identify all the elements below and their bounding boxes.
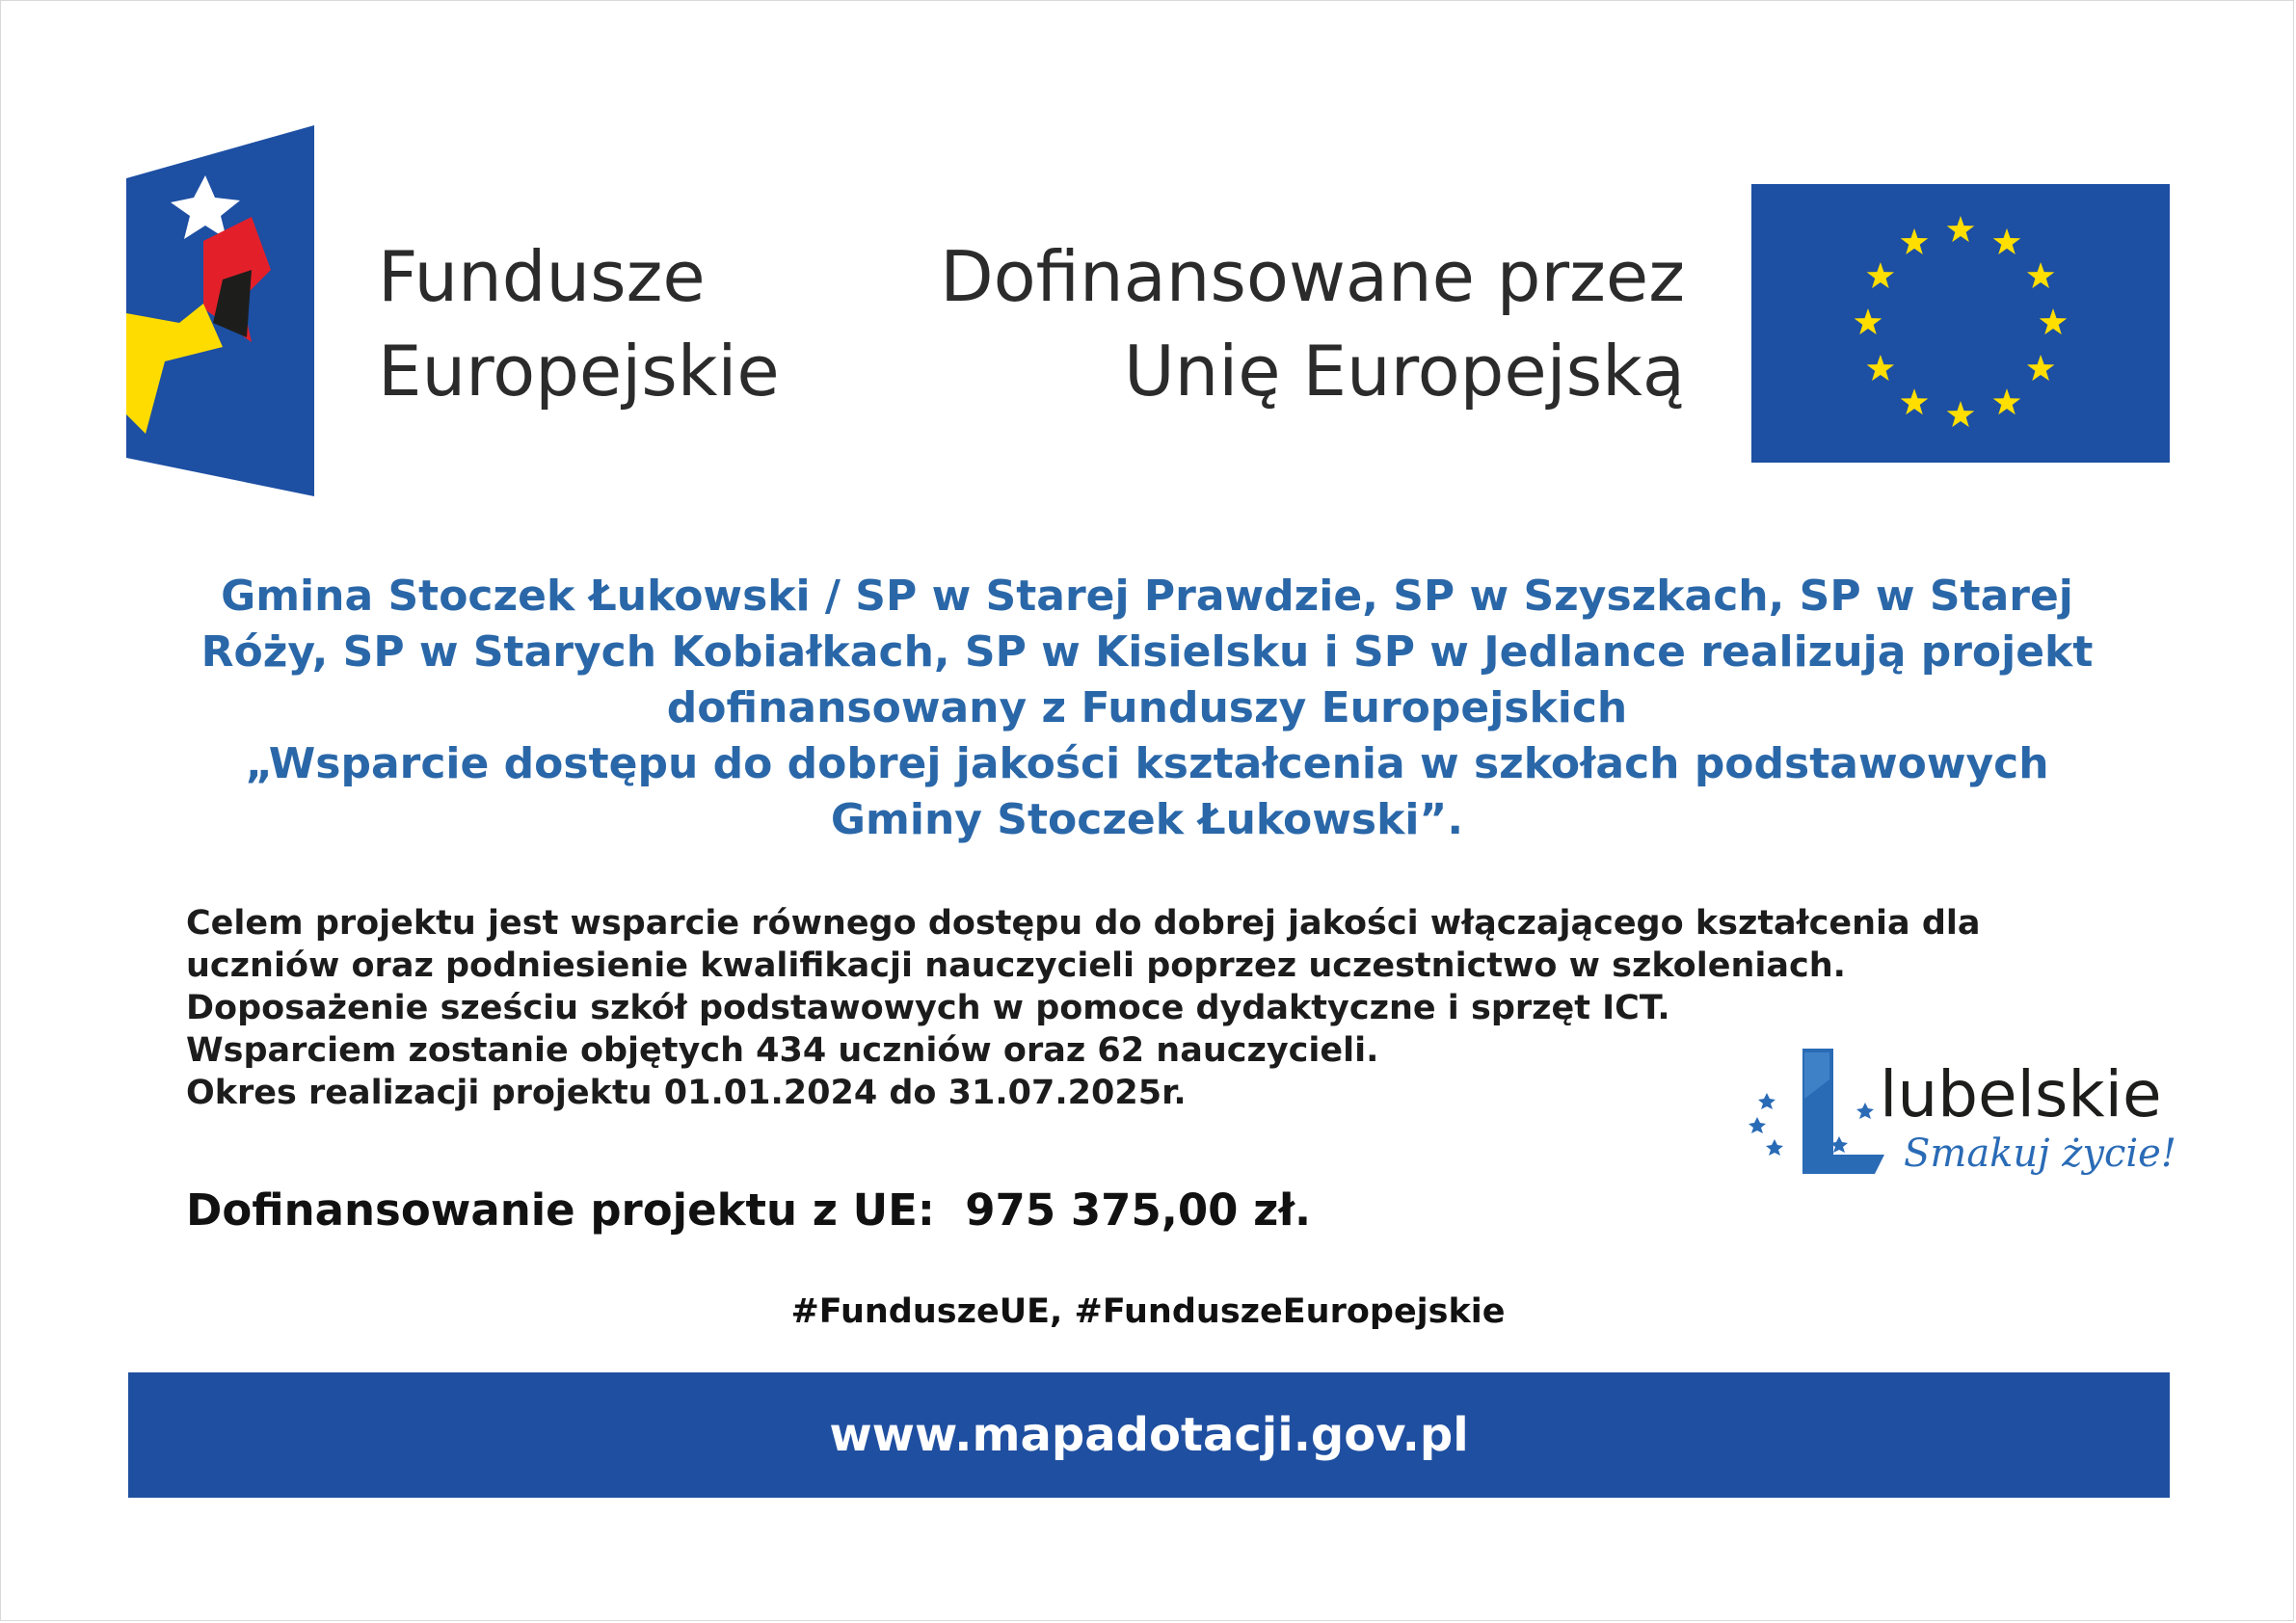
fe-line1: Fundusze [378, 236, 706, 317]
funding-amount: Dofinansowanie projektu z UE: 975 375,00 zł. [186, 1184, 1312, 1236]
headline-line: Gmina Stoczek Łukowski / SP w Starej Prawdzie, SP w Szyszkach, SP w Starej [221, 572, 2073, 621]
footer-url-link[interactable]: www.mapadotacji.gov.pl [829, 1408, 1469, 1462]
ue-line1: Dofinansowane przez [940, 236, 1685, 317]
description-line: Wsparciem zostanie objętych 434 uczniów oraz 62 nauczycieli. [186, 1031, 1379, 1070]
headline-line: dofinansowany z Funduszy Europejskich [666, 683, 1628, 732]
footer-bar [128, 1372, 2170, 1498]
fundusze-europejskie-logo [126, 125, 314, 496]
description-line: Okres realizacji projektu 01.01.2024 do 31.07.2025r. [186, 1074, 1187, 1112]
headline-line: Róży, SP w Starych Kobiałkach, SP w Kisielsku i SP w Jedlance realizują projekt [200, 627, 2094, 677]
description-line: uczniów oraz podniesienie kwalifikacji nauczycieli poprzez uczestnictwo w szkoleniach. [186, 946, 1846, 985]
lubelskie-slogan: Smakuj życie! [1904, 1131, 2176, 1176]
description-line: Celem projektu jest wsparcie równego dostępu do dobrej jakości włączającego kształcenia dla [186, 904, 1981, 943]
eu-flag-icon [1751, 184, 2170, 463]
project-headline [193, 569, 2101, 848]
project-description [186, 902, 1981, 1114]
ue-line2: Unię Europejską [1123, 331, 1685, 412]
fe-line2: Europejskie [378, 331, 780, 412]
headline-line: Gminy Stoczek Łukowski”. [830, 795, 1464, 844]
description-line: Doposażenie sześciu szkół podstawowych w pomoce dydaktyczne i sprzęt ICT. [186, 989, 1670, 1027]
dofinansowane-przez-ue-wordmark [940, 229, 1685, 418]
lubelskie-logo [1745, 1041, 2178, 1200]
lubelskie-wordmark: lubelskie [1880, 1057, 2162, 1131]
headline-line: „Wsparcie dostępu do dobrej jakości kształcenia w szkołach podstawowych [245, 739, 2049, 788]
hashtags: #FunduszeUE, #FunduszeEuropejskie [790, 1292, 1506, 1331]
fundusze-europejskie-wordmark [378, 229, 780, 418]
